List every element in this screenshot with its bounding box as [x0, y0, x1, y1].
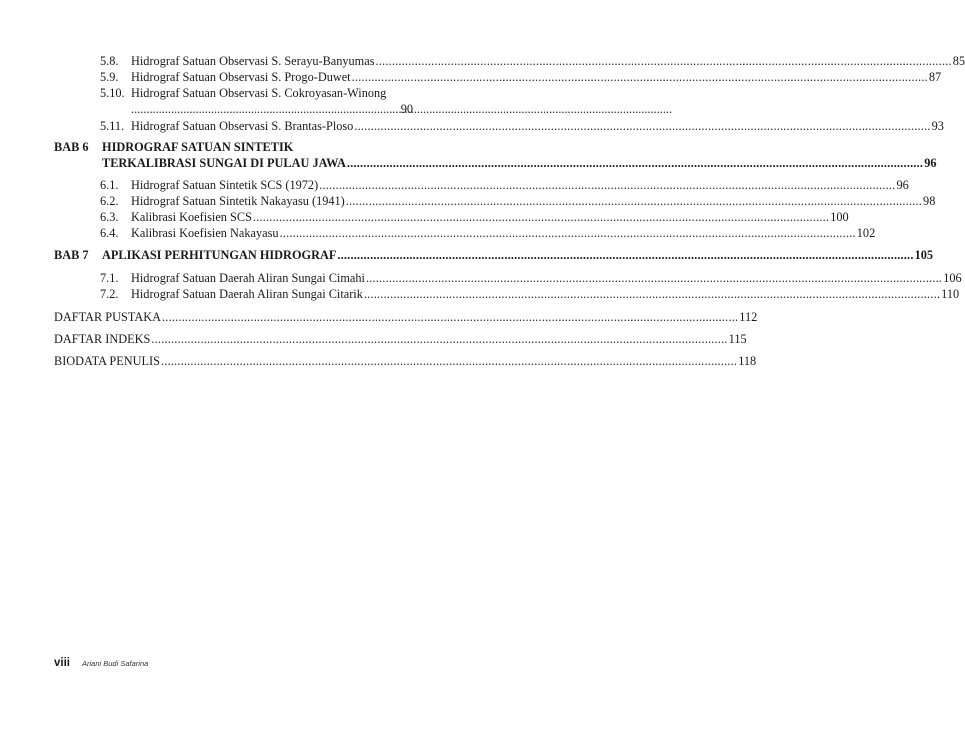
- author-name: Ariani Budi Safarina: [82, 659, 149, 668]
- toc-daftar-pustaka[interactable]: [54, 310, 758, 325]
- chapter-page: 96: [924, 156, 937, 170]
- entry-title: Hidrograf Satuan Sintetik Nakayasu (1941): [131, 194, 345, 208]
- toc-entry-7-1[interactable]: [100, 271, 962, 286]
- page-footer: [54, 657, 148, 669]
- entry-page: 87: [928, 70, 942, 84]
- dot-leader: [366, 271, 942, 286]
- entry-number: 6.1.: [100, 178, 119, 192]
- page-number: viii: [54, 657, 70, 669]
- entry-number: 6.3.: [100, 210, 119, 224]
- entry-page: 112: [739, 310, 758, 324]
- entry-page: 90: [400, 102, 413, 116]
- toc-biodata-penulis[interactable]: [54, 354, 757, 369]
- entry-page: 93: [931, 119, 944, 133]
- entry-title: Hidrograf Satuan Daerah Aliran Sungai Cimahi: [131, 271, 365, 285]
- entry-title: Hidrograf Satuan Observasi S. Cokroyasan-Winong: [131, 86, 387, 100]
- chapter-page: 105: [914, 248, 934, 262]
- dot-leader: [151, 332, 727, 347]
- toc-entry-6-2[interactable]: [100, 194, 936, 209]
- entry-page: 118: [738, 354, 757, 368]
- chapter-number: BAB 6: [54, 140, 89, 154]
- toc-entry-6-4[interactable]: [100, 226, 876, 241]
- entry-title: Hidrograf Satuan Sintetik SCS (1972): [131, 178, 319, 192]
- entry-number: 7.1.: [100, 271, 119, 285]
- entry-number: 5.8.: [100, 54, 119, 68]
- entry-title: Kalibrasi Koefisien SCS: [131, 210, 252, 224]
- toc-entry-7-2[interactable]: [100, 287, 960, 302]
- toc-daftar-indeks[interactable]: [54, 332, 747, 347]
- chapter-6-heading[interactable]: [54, 140, 413, 155]
- dot-leader: [337, 248, 913, 263]
- entry-page: 102: [856, 226, 876, 240]
- dot-leader: [364, 287, 940, 302]
- toc-entry-6-3[interactable]: [100, 210, 849, 225]
- toc-entry-5-11[interactable]: [100, 119, 944, 134]
- entry-title: Hidrograf Satuan Observasi S. Serayu-Banyumas: [131, 54, 375, 68]
- chapter-number: BAB 7: [54, 248, 89, 262]
- dot-leader: [346, 194, 922, 209]
- entry-number: 5.11.: [100, 119, 125, 133]
- toc-entry-6-1[interactable]: [100, 178, 909, 193]
- dot-leader: [347, 156, 923, 171]
- entry-page: 110: [941, 287, 960, 301]
- entry-page: 96: [896, 178, 909, 192]
- entry-title: Hidrograf Satuan Observasi S. Progo-Duwet: [131, 70, 351, 84]
- entry-page: 106: [943, 271, 962, 285]
- dot-leader: [280, 226, 856, 241]
- entry-number: 5.9.: [100, 70, 119, 84]
- entry-page: 100: [830, 210, 849, 224]
- dot-leader: [161, 354, 737, 369]
- entry-page: 115: [728, 332, 747, 346]
- chapter-title: APLIKASI PERHITUNGAN HIDROGRAF: [102, 248, 337, 262]
- entry-number: 6.2.: [100, 194, 119, 208]
- toc-entry-5-10[interactable]: [100, 86, 413, 101]
- dot-leader: [376, 54, 952, 69]
- entry-number: 7.2.: [100, 287, 119, 301]
- chapter-7-heading[interactable]: [54, 248, 934, 263]
- entry-title: DAFTAR PUSTAKA: [54, 310, 162, 324]
- dot-leader: [253, 210, 829, 225]
- dot-leader: [319, 178, 895, 193]
- toc-entry-5-8[interactable]: [100, 54, 965, 69]
- entry-title: Hidrograf Satuan Observasi S. Brantas-Ploso: [131, 119, 354, 133]
- entry-title: BIODATA PENULIS: [54, 354, 160, 368]
- entry-number: 5.10.: [100, 86, 125, 100]
- dot-leader: [352, 70, 928, 85]
- entry-page: 85: [952, 54, 965, 68]
- toc-entry-5-10-page: [395, 102, 413, 117]
- toc-entry-5-9[interactable]: [100, 70, 942, 85]
- chapter-title-line2: TERKALIBRASI SUNGAI DI PULAU JAWA: [102, 156, 346, 170]
- dot-leader: [354, 119, 930, 134]
- chapter-title-line1: HIDROGRAF SATUAN SINTETIK: [102, 140, 294, 154]
- entry-title: DAFTAR INDEKS: [54, 332, 151, 346]
- chapter-6-heading-line2[interactable]: [102, 156, 937, 171]
- dot-leader: [131, 102, 402, 117]
- dot-leader: [162, 310, 738, 325]
- entry-page: 98: [923, 194, 936, 208]
- entry-title: Hidrograf Satuan Daerah Aliran Sungai Citarik: [131, 287, 363, 301]
- entry-number: 6.4.: [100, 226, 119, 240]
- entry-title: Kalibrasi Koefisien Nakayasu: [131, 226, 279, 240]
